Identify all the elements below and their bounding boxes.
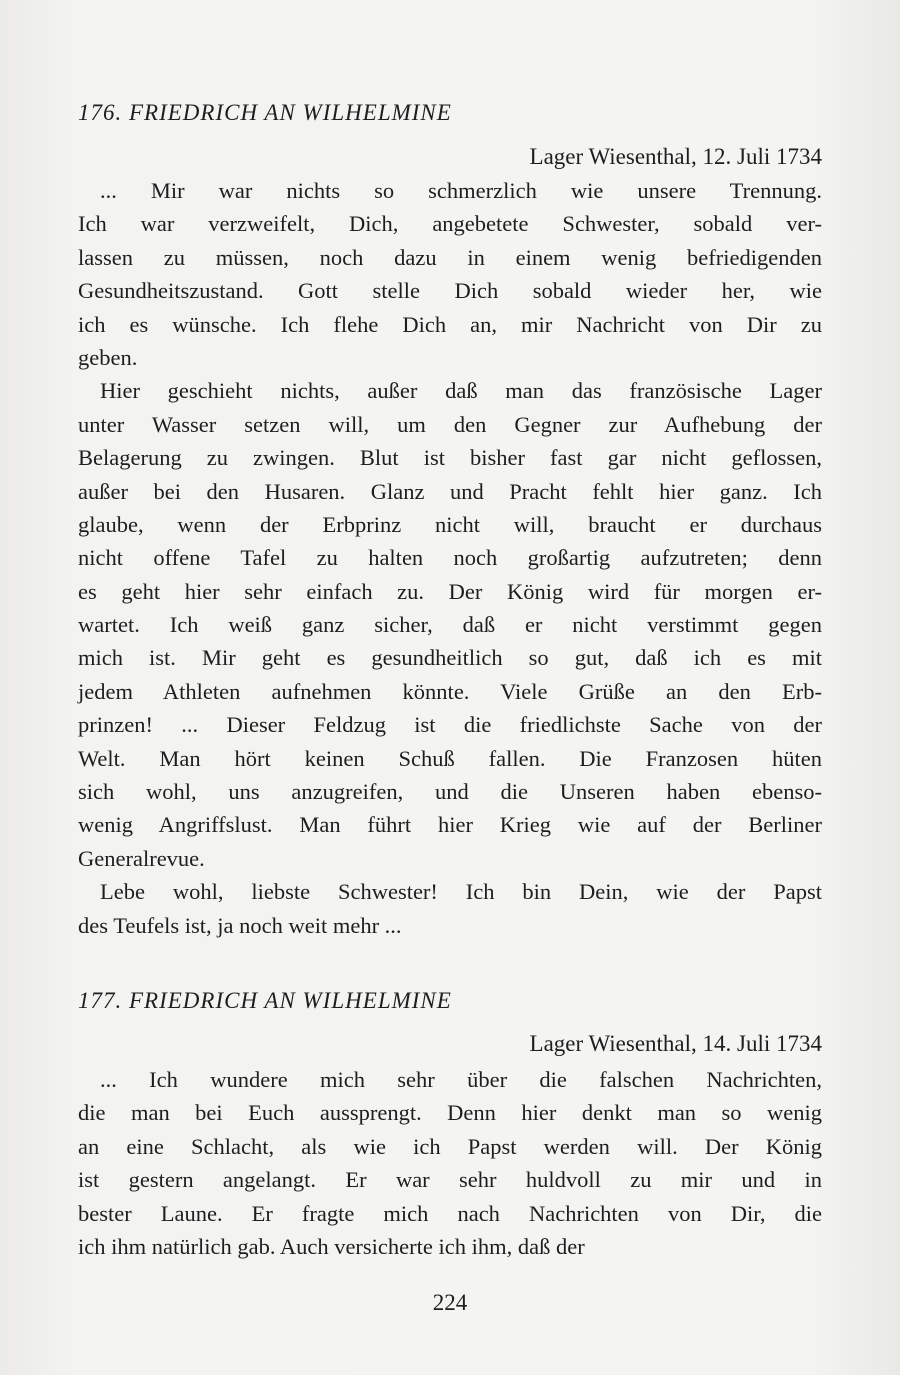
text-line: des Teufels ist, ja noch weit mehr ...	[78, 912, 402, 938]
text-line: ... Ich wundere mich sehr über die falschen Nachrichten,	[100, 1067, 822, 1092]
text-line: wartet. Ich weiß ganz sicher, daß er nicht verstimmt gegen	[78, 612, 822, 638]
text-line: Ich war verzweifelt, Dich, angebetete Schwester, sobald ver-	[78, 211, 822, 237]
text-line: ... Mir war nichts so schmerzlich wie unsere Trennung.	[100, 178, 822, 203]
letter-177-heading: 177. FRIEDRICH AN WILHELMINE	[78, 988, 452, 1013]
text-line: wenig Angriffslust. Man führt hier Krieg wie auf der Berliner	[78, 812, 822, 838]
text-line: die man bei Euch aussprengt. Denn hier denkt man so wenig	[78, 1100, 822, 1126]
text-line: außer bei den Husaren. Glanz und Pracht fehlt hier ganz. Ich	[78, 478, 822, 504]
text-line: Generalrevue.	[78, 845, 205, 871]
letter-177-date: Lager Wiesenthal, 14. Juli 1734	[529, 1031, 822, 1056]
text-line: unter Wasser setzen will, um den Gegner zur Aufhebung der	[78, 411, 822, 437]
text-line: sich wohl, uns anzugreifen, und die Unseren haben ebenso-	[78, 779, 822, 805]
text-line: an eine Schlacht, als wie ich Papst werden will. Der König	[78, 1133, 822, 1159]
text-line: lassen zu müssen, noch dazu in einem wenig befriedigenden	[78, 244, 822, 270]
text-line: Welt. Man hört keinen Schuß fallen. Die Franzosen hüten	[78, 745, 822, 771]
letter-177-body	[78, 1063, 822, 1263]
text-line: Hier geschieht nichts, außer daß man das französische Lager	[100, 378, 822, 404]
text-line: es geht hier sehr einfach zu. Der König wird für morgen er-	[78, 578, 822, 604]
text-line: ich es wünsche. Ich flehe Dich an, mir Nachricht von Dir zu	[78, 311, 822, 337]
letter-176-heading: 176. FRIEDRICH AN WILHELMINE	[78, 100, 452, 125]
letter-176-body	[78, 174, 822, 942]
text-line: Belagerung zu zwingen. Blut ist bisher fast gar nicht geflossen,	[78, 445, 822, 471]
text-line: jedem Athleten aufnehmen könnte. Viele Grüße an den Erb-	[78, 678, 822, 704]
text-line: mich ist. Mir geht es gesundheitlich so gut, daß ich es mit	[78, 645, 822, 671]
page-number: 224	[432, 1290, 468, 1315]
text-line: Gesundheitszustand. Gott stelle Dich sobald wieder her, wie	[78, 278, 822, 304]
text-line: glaube, wenn der Erbprinz nicht will, braucht er durchaus	[78, 511, 822, 537]
text-line: ist gestern angelangt. Er war sehr huldvoll zu mir und in	[78, 1167, 822, 1193]
letter-176-date: Lager Wiesenthal, 12. Juli 1734	[529, 144, 822, 169]
text-line: ich ihm natürlich gab. Auch versicherte ich ihm, daß der	[78, 1233, 585, 1259]
text-line: Lebe wohl, liebste Schwester! Ich bin Dein, wie der Papst	[100, 879, 822, 905]
text-line: prinzen! ... Dieser Feldzug ist die friedlichste Sache von der	[78, 712, 822, 738]
text-line: nicht offene Tafel zu halten noch großartig aufzutreten; denn	[78, 545, 822, 571]
text-line: geben.	[78, 344, 138, 370]
text-line: bester Laune. Er fragte mich nach Nachrichten von Dir, die	[78, 1200, 822, 1226]
